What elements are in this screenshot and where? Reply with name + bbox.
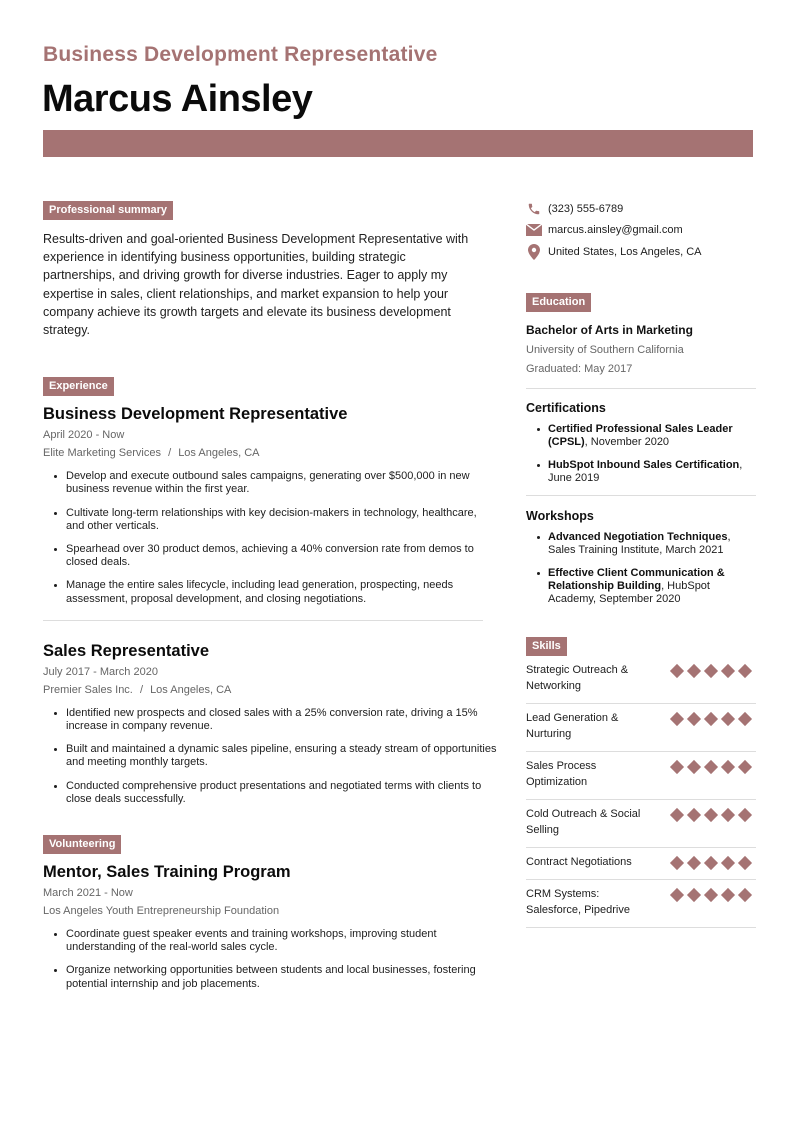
bullet-item: Organize networking opportunities between students and local businesses, fostering potential internship and job placements. bbox=[53, 964, 498, 990]
certification-item bbox=[536, 459, 758, 485]
skill-row bbox=[526, 800, 756, 848]
summary-tag: Professional summary bbox=[43, 201, 173, 220]
rating-diamond-icon bbox=[721, 759, 735, 773]
rating-diamond-icon bbox=[670, 855, 684, 869]
rating-diamond-icon bbox=[738, 855, 752, 869]
bullet-item: Identified new prospects and closed sales with a 25% conversion rate, driving a 15% increase in company revenue. bbox=[53, 707, 498, 733]
entry-dates: July 2017 - March 2020 bbox=[43, 665, 158, 678]
skill-rating bbox=[671, 662, 751, 677]
skill-name: Contract Negotiations bbox=[526, 855, 632, 868]
rating-diamond-icon bbox=[670, 711, 684, 725]
entry-company: Premier Sales Inc. bbox=[43, 683, 133, 696]
experience-entry bbox=[43, 404, 483, 606]
divider bbox=[526, 388, 756, 389]
experience-section bbox=[43, 376, 498, 806]
entry-title: Business Development Representative bbox=[43, 405, 348, 424]
entry-location: Los Angeles, CA bbox=[178, 447, 260, 460]
entry-title: Sales Representative bbox=[43, 641, 210, 660]
email-text: marcus.ainsley@gmail.com bbox=[548, 224, 683, 237]
bullet-item: Spearhead over 30 product demos, achieving a 40% conversion rate from demos to closed deals. bbox=[53, 543, 483, 569]
skills-tag: Skills bbox=[526, 637, 567, 656]
certifications-heading: Certifications bbox=[526, 400, 606, 415]
bullet-item: Cultivate long-term relationships with key decision-makers in technology, healthcare, and other verticals. bbox=[53, 507, 483, 533]
rating-diamond-icon bbox=[721, 663, 735, 677]
skill-name: Strategic Outreach & Networking bbox=[526, 663, 629, 692]
contact-location bbox=[526, 241, 758, 263]
rating-diamond-icon bbox=[687, 855, 701, 869]
entry-bullets bbox=[43, 470, 483, 606]
volunteering-tag: Volunteering bbox=[43, 835, 121, 854]
map-pin-icon bbox=[526, 244, 542, 260]
bullet-item: Conducted comprehensive product presentations and negotiated terms with clients to close deals successfully. bbox=[53, 780, 498, 806]
certification-name: Certified Professional Sales Leader (CPSL) bbox=[548, 422, 733, 448]
rating-diamond-icon bbox=[687, 711, 701, 725]
rating-diamond-icon bbox=[704, 711, 718, 725]
entry-location: Los Angeles, CA bbox=[150, 683, 232, 696]
education-tag: Education bbox=[526, 293, 591, 312]
rating-diamond-icon bbox=[687, 887, 701, 901]
workshop-name: Advanced Negotiation Techniques bbox=[548, 530, 728, 543]
education-section bbox=[526, 292, 758, 379]
skill-name: Sales Process Optimization bbox=[526, 759, 597, 788]
workshop-item bbox=[536, 531, 758, 557]
volunteering-section bbox=[43, 834, 498, 991]
contact-email bbox=[526, 220, 758, 242]
rating-diamond-icon bbox=[687, 807, 701, 821]
certifications-list bbox=[526, 423, 758, 485]
rating-diamond-icon bbox=[670, 887, 684, 901]
skill-row bbox=[526, 752, 756, 800]
rating-diamond-icon bbox=[721, 855, 735, 869]
rating-diamond-icon bbox=[721, 887, 735, 901]
entry-company-location bbox=[43, 681, 498, 699]
bullet-item: Develop and execute outbound sales campaigns, generating over $500,000 in new business revenue within the first year. bbox=[53, 470, 483, 496]
rating-diamond-icon bbox=[670, 663, 684, 677]
education-graduated: Graduated: May 2017 bbox=[526, 362, 633, 375]
education-degree: Bachelor of Arts in Marketing bbox=[526, 322, 693, 337]
workshop-name: Effective Client Communication & Relationship Building bbox=[548, 566, 725, 592]
entry-bullets bbox=[43, 928, 498, 991]
entry-dates: March 2021 - Now bbox=[43, 887, 133, 900]
entry-title: Mentor, Sales Training Program bbox=[43, 863, 291, 882]
rating-diamond-icon bbox=[704, 759, 718, 773]
skill-row bbox=[526, 656, 756, 704]
contact-phone bbox=[526, 198, 758, 220]
separator: / bbox=[139, 683, 143, 696]
skill-row bbox=[526, 880, 756, 928]
experience-tag: Experience bbox=[43, 377, 114, 396]
skill-name: CRM Systems: Salesforce, Pipedrive bbox=[526, 887, 630, 916]
rating-diamond-icon bbox=[704, 855, 718, 869]
location-text: United States, Los Angeles, CA bbox=[548, 245, 702, 258]
skill-rating bbox=[671, 854, 751, 869]
rating-diamond-icon bbox=[670, 759, 684, 773]
skill-rating bbox=[671, 710, 751, 725]
job-title-headline: Business Development Representative bbox=[43, 43, 438, 66]
entry-company: Elite Marketing Services bbox=[43, 447, 161, 460]
rating-diamond-icon bbox=[687, 759, 701, 773]
workshop-item bbox=[536, 567, 758, 606]
certification-item bbox=[536, 423, 758, 449]
phone-icon bbox=[526, 201, 542, 217]
rating-diamond-icon bbox=[704, 807, 718, 821]
entry-bullets bbox=[43, 707, 498, 806]
skills-section bbox=[526, 636, 756, 928]
rating-diamond-icon bbox=[670, 807, 684, 821]
certifications-section bbox=[526, 400, 758, 485]
workshops-section bbox=[526, 508, 758, 606]
envelope-icon bbox=[526, 222, 542, 238]
workshop-detail: , Sales Training Institute, March 2021 bbox=[548, 530, 731, 556]
certification-detail: , June 2019 bbox=[548, 458, 743, 484]
skill-name: Lead Generation & Nurturing bbox=[526, 711, 619, 740]
accent-bar bbox=[43, 130, 753, 157]
separator: / bbox=[168, 447, 172, 460]
summary-section bbox=[43, 200, 498, 339]
right-column bbox=[526, 200, 758, 928]
skill-row bbox=[526, 848, 756, 880]
experience-entry bbox=[43, 641, 498, 806]
divider bbox=[43, 620, 483, 621]
candidate-name: Marcus Ainsley bbox=[42, 78, 313, 120]
education-school: University of Southern California bbox=[526, 343, 684, 356]
rating-diamond-icon bbox=[738, 663, 752, 677]
skill-row bbox=[526, 704, 756, 752]
rating-diamond-icon bbox=[721, 807, 735, 821]
bullet-item: Built and maintained a dynamic sales pipeline, ensuring a steady stream of opportunities and meeting monthly targets. bbox=[53, 743, 498, 769]
rating-diamond-icon bbox=[738, 759, 752, 773]
workshops-list bbox=[526, 531, 758, 606]
workshops-heading: Workshops bbox=[526, 508, 594, 523]
rating-diamond-icon bbox=[721, 711, 735, 725]
entry-dates: April 2020 - Now bbox=[43, 429, 125, 442]
left-column bbox=[43, 200, 498, 1001]
rating-diamond-icon bbox=[704, 663, 718, 677]
certification-detail: , November 2020 bbox=[584, 435, 670, 448]
rating-diamond-icon bbox=[738, 711, 752, 725]
certification-name: HubSpot Inbound Sales Certification bbox=[548, 458, 740, 471]
bullet-item: Manage the entire sales lifecycle, including lead generation, prospecting, needs assessment, proposal development, and closing negotiations. bbox=[53, 579, 483, 605]
entry-company-location bbox=[43, 444, 483, 462]
workshop-detail: , HubSpot Academy, September 2020 bbox=[548, 579, 710, 605]
skill-rating bbox=[671, 758, 751, 773]
contact-block bbox=[526, 198, 758, 263]
rating-diamond-icon bbox=[687, 663, 701, 677]
entry-organization: Los Angeles Youth Entrepreneurship Foundation bbox=[43, 905, 280, 918]
skill-name: Cold Outreach & Social Selling bbox=[526, 807, 641, 836]
skill-rating bbox=[671, 886, 751, 901]
rating-diamond-icon bbox=[738, 807, 752, 821]
phone-text: (323) 555-6789 bbox=[548, 202, 624, 215]
rating-diamond-icon bbox=[738, 887, 752, 901]
summary-text: Results-driven and goal-oriented Business Development Representative with experience in identifying business opportunities, building strategic partnerships, and driving growth for diverse industries. Eager to apply my expertise in sales, client relationships, and market expansion to help your company achieve its growth targets and elevate its business development strategy. bbox=[43, 232, 469, 338]
rating-diamond-icon bbox=[704, 887, 718, 901]
divider bbox=[526, 495, 756, 496]
skill-rating bbox=[671, 806, 751, 821]
bullet-item: Coordinate guest speaker events and training workshops, improving student understanding of the real-world sales cycle. bbox=[53, 928, 498, 954]
